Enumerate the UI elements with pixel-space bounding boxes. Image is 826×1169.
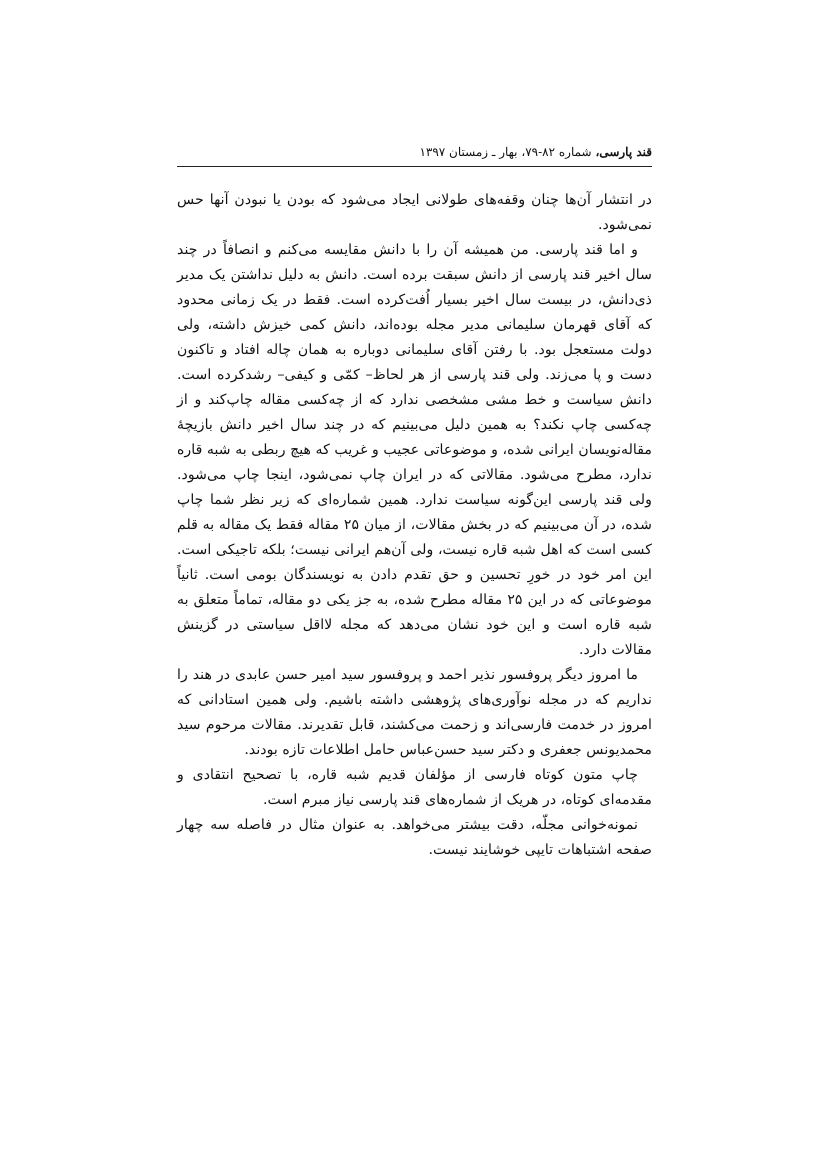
paragraph-4: چاپ متون کوتاه فارسی از مؤلفان قدیم شبه قاره، با تصحیح انتقادی و مقدمه‌ای کوتاه، در هریک از شماره‌های قند پارسی نیاز مبرم است.	[177, 767, 652, 808]
journal-title: قند پارسی،	[595, 145, 652, 159]
running-header	[177, 143, 652, 161]
article-body	[177, 188, 652, 863]
issue-info: شماره ۸۲-۷۹، بهار ـ زمستان ۱۳۹۷	[419, 145, 592, 159]
header-divider	[177, 166, 652, 167]
paragraph-5: نمونه‌خوانی مجلّه، دقت بیشتر می‌خواهد. به عنوان مثال در فاصله سه چهار صفحه اشتباهات تایپی خوشایند نیست.	[177, 817, 652, 858]
paragraph-2: و اما قند پارسی. من همیشه آن را با دانش مقایسه می‌کنم و انصافاً در چند سال اخیر قند پارسی از دانش سبقت برده است. دانش به دلیل نداشتن یک مدیر ذی‌دانش، در بیست سال اخیر بسیار اُفت‌کرده است. فقط در یک زمانی محدود که آقای قهرمان سلیمانی مدیر مجله بوده‌اند، دانش کمی خیزش داشته، ولی دولت مستعجل بود. با رفتن آقای سلیمانی دوباره به همان چاله افتاد و تاکنون دست و پا می‌زند. ولی قند پارسی از هر لحاظ– کمّی و کیفی– رشدکرده است. دانش سیاست و خط مشی مشخصی ندارد که از چه‌کسی مقاله چاپ‌کند و از چه‌کسی چاپ نکند؟ به همین دلیل می‌بینیم که در چند سال اخیر دانش بازیچهٔ مقاله‌نویسان ایرانی شده، و موضوعاتی عجیب و غریب که هیچ ربطی به شبه قاره ندارد، مطرح می‌شود. مقالاتی که در ایران چاپ نمی‌شود، اینجا چاپ می‌شود. ولی قند پارسی این‌گونه سیاست ندارد. همین شماره‌ای که زیر نظر شما چاپ شده، در آن می‌بینیم که در بخش مقالات، از میان ۲۵ مقاله فقط یک مقاله به قلم کسی است که اهل شبه قاره نیست، ولی آن‌هم ایرانی نیست؛ بلکه تاجیکی است. این امر خود در خورِ تحسین و حق تقدم دادن به نویسندگان بومی است. ثانیاً موضوعاتی که در این ۲۵ مقاله مطرح شده، به جز یکی دو مقاله، تماماً متعلق به شبه قاره است و این خود نشان می‌دهد که مجله لااقل سیاستی در گزینش مقالات دارد.	[177, 242, 652, 658]
paragraph-3: ما امروز دیگر پروفسور نذیر احمد و پروفسور سید امیر حسن عابدی در هند را نداریم که در مجله نوآوری‌های پژوهشی داشته باشیم. ولی همین استادانی که امروز در خدمت فارسی‌اند و زحمت می‌کشند، قابل تقدیرند. مقالات مرحوم سید محمدیونس جعفری و دکتر سید حسن‌عباس حامل اطلاعات تازه بودند.	[177, 667, 652, 758]
paragraph-1: در انتشار آن‌ها چنان وقفه‌های طولانی ایجاد می‌شود که بودن یا نبودن آنها حس نمی‌شود.	[177, 192, 652, 233]
